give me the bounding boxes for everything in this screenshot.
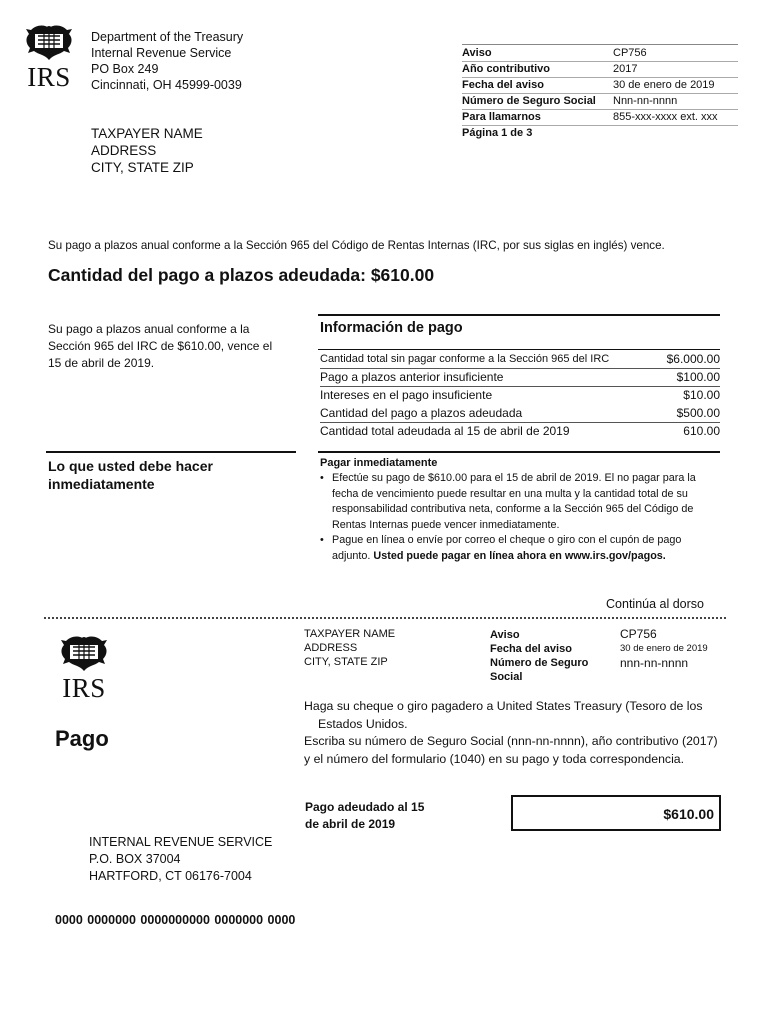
voucher-title: Pago (55, 726, 109, 751)
tax-year-label: Año contributivo (462, 61, 613, 77)
payment-row-label: Cantidad del pago a plazos adeudada (320, 404, 658, 422)
mail-address (89, 834, 272, 885)
instruction-ssn: Escriba su número de Seguro Social (nnn-nn-nnnn), año contributivo (2017) y el número del formulario (1040) en su pago y toda correspondencia. (304, 734, 718, 766)
divider (318, 451, 720, 453)
voucher-notice-value: CP756 (620, 627, 657, 641)
due-label: Pago adeudado al 15 de abril de 2019 (305, 800, 425, 831)
agency-address (91, 29, 243, 93)
action-bullet: • Efectúe su pago de $610.00 para el 15 de abril de 2019. El no pagar para la fecha de vencimiento puede resultar en una multa y la cantidad total de su responsabilidad contributiva neta, conforme a la Sección 965 del Código de Rentas Internas puede vencer inmediatamente. (320, 471, 720, 533)
notice-label: Aviso (462, 45, 613, 61)
voucher-labels (490, 628, 608, 684)
agency-line: PO Box 249 (91, 62, 159, 76)
page-value (613, 125, 738, 141)
logo-text: IRS (62, 673, 106, 703)
scanline: 0000 0000000 0000000000 0000000 0000 (55, 913, 296, 927)
mail-line: HARTFORD, CT 06176-7004 (89, 869, 252, 883)
online-payment-link[interactable]: Usted puede pagar en línea ahora en www.irs.gov/pagos. (373, 549, 666, 562)
voucher-instructions (304, 698, 724, 768)
payment-row-value: $500.00 (658, 404, 720, 422)
action-content (320, 456, 720, 564)
agency-line: Internal Revenue Service (91, 46, 232, 60)
instruction-check: Haga su cheque o giro pagadero a United States Treasury (Tesoro de los Estados Unidos. (304, 699, 703, 731)
taxpayer-line: TAXPAYER NAME (304, 628, 396, 640)
irs-logo (22, 22, 76, 91)
action-subheading: Pagar inmediatamente (320, 457, 438, 469)
tax-year-value: 2017 (613, 61, 738, 77)
eagle-icon (22, 22, 76, 64)
voucher-date-value: 30 de enero de 2019 (620, 643, 708, 654)
payment-row-value: $100.00 (658, 368, 720, 386)
voucher-ssn-value: nnn-nn-nnnn (620, 656, 689, 670)
amount-due-box (511, 795, 721, 831)
payment-total-label: Cantidad total adeudada al 15 de abril de 2019 (320, 424, 570, 439)
voucher-taxpayer-address (304, 627, 395, 669)
payment-row-label: Pago a plazos anterior insuficiente (320, 368, 658, 386)
divider (46, 451, 296, 453)
agency-line: Department of the Treasury (91, 30, 244, 44)
taxpayer-line: ADDRESS (304, 642, 358, 654)
mail-line: INTERNAL REVENUE SERVICE (89, 835, 273, 849)
voucher-values (620, 627, 708, 670)
voucher-irs-logo (57, 633, 111, 702)
notice-info-table (462, 44, 738, 141)
page-label: Página 1 de 3 (462, 127, 533, 140)
taxpayer-line: TAXPAYER NAME (91, 126, 203, 141)
voucher-notice-label: Aviso (490, 629, 520, 641)
payment-row-label: Intereses en el pago insuficiente (320, 388, 493, 403)
logo-text: IRS (27, 62, 71, 92)
taxpayer-address (91, 125, 203, 176)
action-bullet (320, 533, 720, 564)
payment-info-box (318, 314, 720, 440)
taxpayer-line: CITY, STATE ZIP (91, 160, 194, 175)
notice-value: CP756 (613, 45, 738, 61)
phone-label: Para llamarnos (462, 109, 613, 125)
action-list (320, 471, 720, 564)
ssn-value: Nnn-nn-nnnn (613, 93, 738, 109)
phone-value: 855-xxx-xxxx ext. xxx (613, 109, 738, 125)
payment-row-value: $10.00 (683, 388, 720, 403)
payment-info-title: Información de pago (318, 316, 720, 350)
voucher-ssn-label: Número de Seguro Social (490, 657, 589, 683)
voucher-date-label: Fecha del aviso (490, 643, 572, 655)
payment-row-label: Cantidad total sin pagar conforme a la Sección 965 del IRC (320, 350, 658, 368)
amount-heading: Cantidad del pago a plazos adeudada: $610.00 (48, 265, 435, 285)
action-heading: Lo que usted debe hacer inmediatamente (48, 458, 213, 492)
continue-text: Continúa al dorso (606, 597, 704, 611)
notice-date-label: Fecha del aviso (462, 77, 613, 93)
agency-line: Cincinnati, OH 45999-0039 (91, 78, 242, 92)
intro-text: Su pago a plazos anual conforme a la Sección 965 del Código de Rentas Internas (IRC, por sus siglas en inglés) vence. (48, 239, 665, 252)
mail-line: P.O. BOX 37004 (89, 852, 181, 866)
left-summary: Su pago a plazos anual conforme a la Sección 965 del IRC de $610.00, vence el 15 de abril de 2019. (48, 322, 273, 370)
payment-row-value: $6.000.00 (658, 350, 720, 368)
ssn-label: Número de Seguro Social (462, 93, 613, 109)
taxpayer-line: CITY, STATE ZIP (304, 656, 388, 668)
action-bullet-text: Pague en línea o envíe por correo el cheque o giro con el cupón de pago adjunto. (332, 534, 682, 562)
cut-line (44, 617, 726, 619)
payment-total-value: 610.00 (683, 424, 720, 439)
amount-due-value: $610.00 (663, 806, 714, 822)
notice-date-value: 30 de enero de 2019 (613, 77, 738, 93)
eagle-icon (57, 633, 111, 675)
taxpayer-line: ADDRESS (91, 143, 157, 158)
